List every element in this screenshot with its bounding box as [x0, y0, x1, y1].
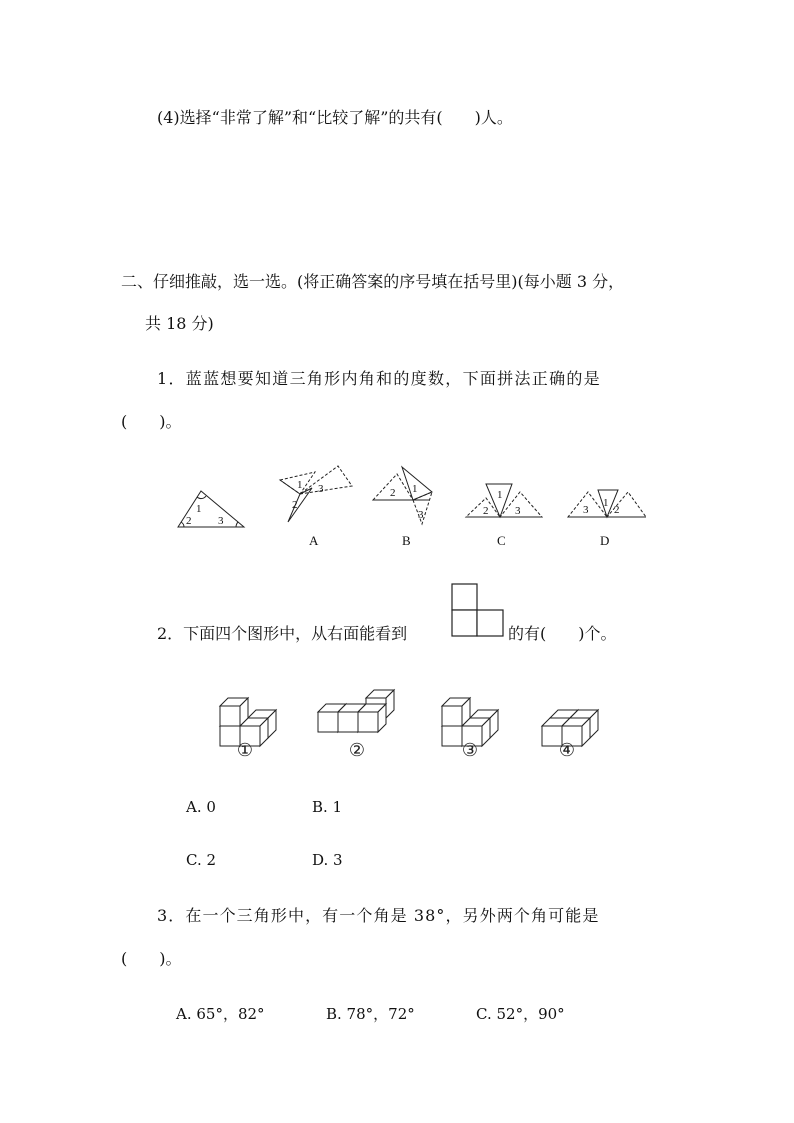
question-2-text: 2．下面四个图形中，从右面能看到: [157, 624, 408, 643]
option-d-label: D: [600, 533, 610, 548]
angle-mark-3: 3: [418, 509, 424, 521]
section-2-heading: 二、仔细推敲，选一选。(将正确答案的序号填在括号里)(每小题 3 分，: [121, 272, 625, 291]
angle-mark-1: 1: [196, 503, 202, 515]
section-2-heading-continued: 共 18 分): [145, 314, 214, 333]
option-a-label: A: [309, 533, 319, 548]
angle-mark-2: 2: [614, 504, 620, 516]
question-3-text: 3．在一个三角形中，有一个角是 38°，另外两个角可能是: [157, 906, 600, 925]
triangle-angle-figures: [170, 462, 660, 554]
angle-mark-1: 1: [603, 497, 609, 509]
question-4-text: (4)选择“非常了解”和“比较了解”的共有( )人。: [157, 108, 513, 127]
option-b-label: B: [402, 533, 411, 548]
angle-mark-2: 2: [186, 515, 192, 527]
angle-mark-2: 2: [292, 499, 298, 511]
q3-option-a: A. 65°，82°: [176, 1005, 265, 1023]
q2-option-c: C. 2: [186, 851, 217, 869]
angle-mark-3: 3: [318, 483, 324, 495]
angle-mark-1: 1: [497, 489, 503, 501]
cube-figure-3: [442, 698, 498, 746]
option-c-figure: [466, 484, 542, 517]
cube-figure-2: [318, 690, 394, 734]
cube-figure-1: [220, 682, 276, 746]
cube-figures: [212, 676, 612, 766]
right-view-shape: [451, 583, 505, 639]
angle-mark-3: 3: [583, 504, 589, 516]
angle-mark-2: 2: [390, 487, 396, 499]
figure-4-label: ④: [558, 740, 576, 760]
option-c-label: C: [497, 533, 506, 548]
figure-2-label: ②: [348, 740, 366, 760]
q2-option-b: B. 1: [312, 798, 343, 816]
figure-3-label: ③: [461, 740, 479, 760]
question-1-text: 1．蓝蓝想要知道三角形内角和的度数，下面拼法正确的是: [157, 369, 601, 388]
question-1-blank: ( )。: [121, 412, 182, 431]
angle-mark-3: 3: [515, 505, 521, 517]
q2-option-a: A. 0: [186, 798, 216, 816]
angle-mark-1: 1: [297, 479, 303, 491]
figure-1-label: ①: [236, 740, 254, 760]
q3-option-b: B. 78°，72°: [326, 1005, 415, 1023]
question-2-text-after: 的有( )个。: [508, 624, 617, 643]
q2-option-d: D. 3: [312, 851, 343, 869]
option-a-figure: [280, 466, 352, 522]
question-3-blank: ( )。: [121, 949, 182, 968]
angle-mark-1: 1: [412, 483, 418, 495]
q3-option-c: C. 52°，90°: [476, 1005, 565, 1023]
angle-mark-3: 3: [218, 515, 224, 527]
angle-mark-2: 2: [483, 505, 489, 517]
